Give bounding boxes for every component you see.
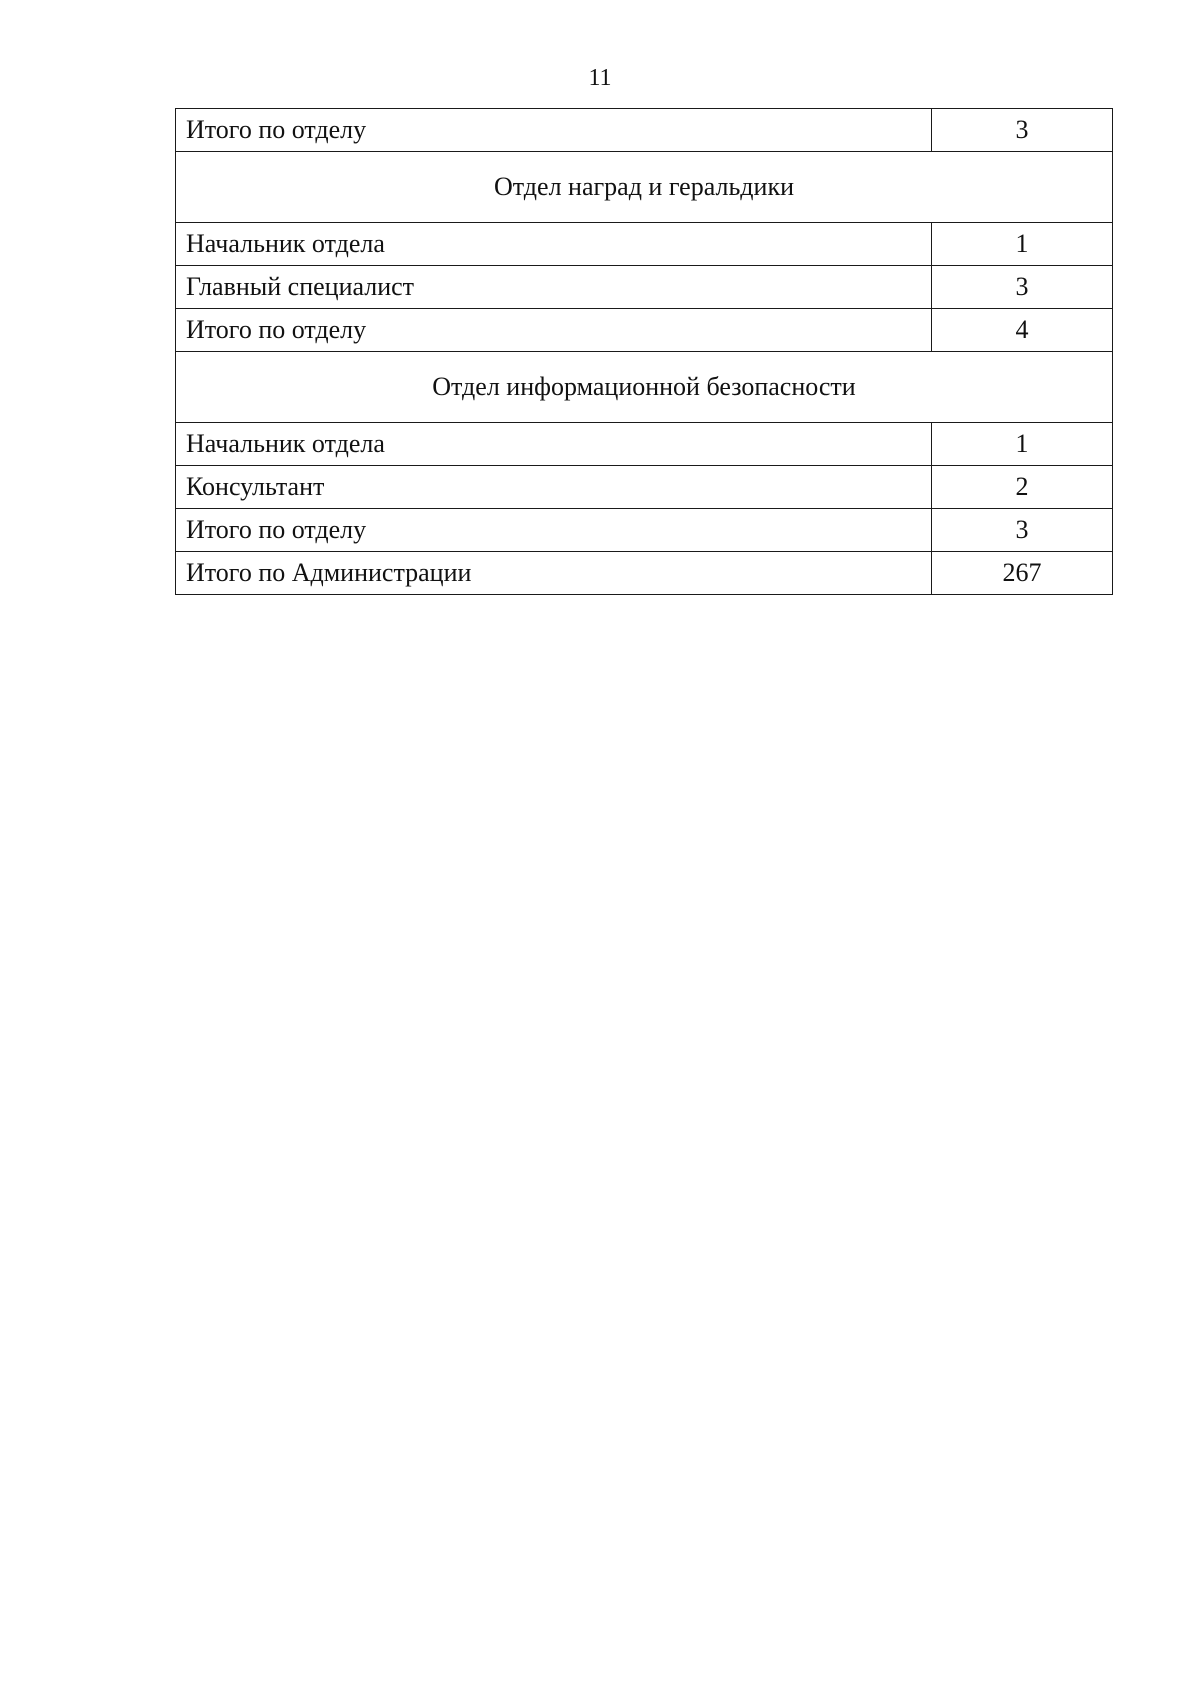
table-row-subtotal bbox=[176, 109, 1113, 152]
staff-count: 267 bbox=[932, 552, 1113, 595]
table-row-subtotal bbox=[176, 509, 1113, 552]
position-name: Итого по отделу bbox=[176, 109, 932, 152]
staff-table bbox=[175, 108, 1113, 595]
position-name: Консультант bbox=[176, 466, 932, 509]
section-header-row bbox=[176, 152, 1113, 223]
position-name: Итого по Администрации bbox=[176, 552, 932, 595]
position-name: Начальник отдела bbox=[176, 223, 932, 266]
section-title: Отдел информационной безопасности bbox=[176, 352, 1113, 423]
section-title: Отдел наград и геральдики bbox=[176, 152, 1113, 223]
staff-count: 1 bbox=[932, 223, 1113, 266]
table-row bbox=[176, 423, 1113, 466]
position-name: Главный специалист bbox=[176, 266, 932, 309]
table-row-subtotal bbox=[176, 309, 1113, 352]
table-row bbox=[176, 466, 1113, 509]
staff-count: 4 bbox=[932, 309, 1113, 352]
section-header-row bbox=[176, 352, 1113, 423]
table-row bbox=[176, 223, 1113, 266]
table-row-grand-total bbox=[176, 552, 1113, 595]
position-name: Итого по отделу bbox=[176, 509, 932, 552]
position-name: Итого по отделу bbox=[176, 309, 932, 352]
staff-count: 3 bbox=[932, 509, 1113, 552]
page-number: 11 bbox=[588, 65, 612, 91]
table-row bbox=[176, 266, 1113, 309]
staff-count: 3 bbox=[932, 109, 1113, 152]
staff-count: 3 bbox=[932, 266, 1113, 309]
position-name: Начальник отдела bbox=[176, 423, 932, 466]
staff-count: 2 bbox=[932, 466, 1113, 509]
staff-count: 1 bbox=[932, 423, 1113, 466]
